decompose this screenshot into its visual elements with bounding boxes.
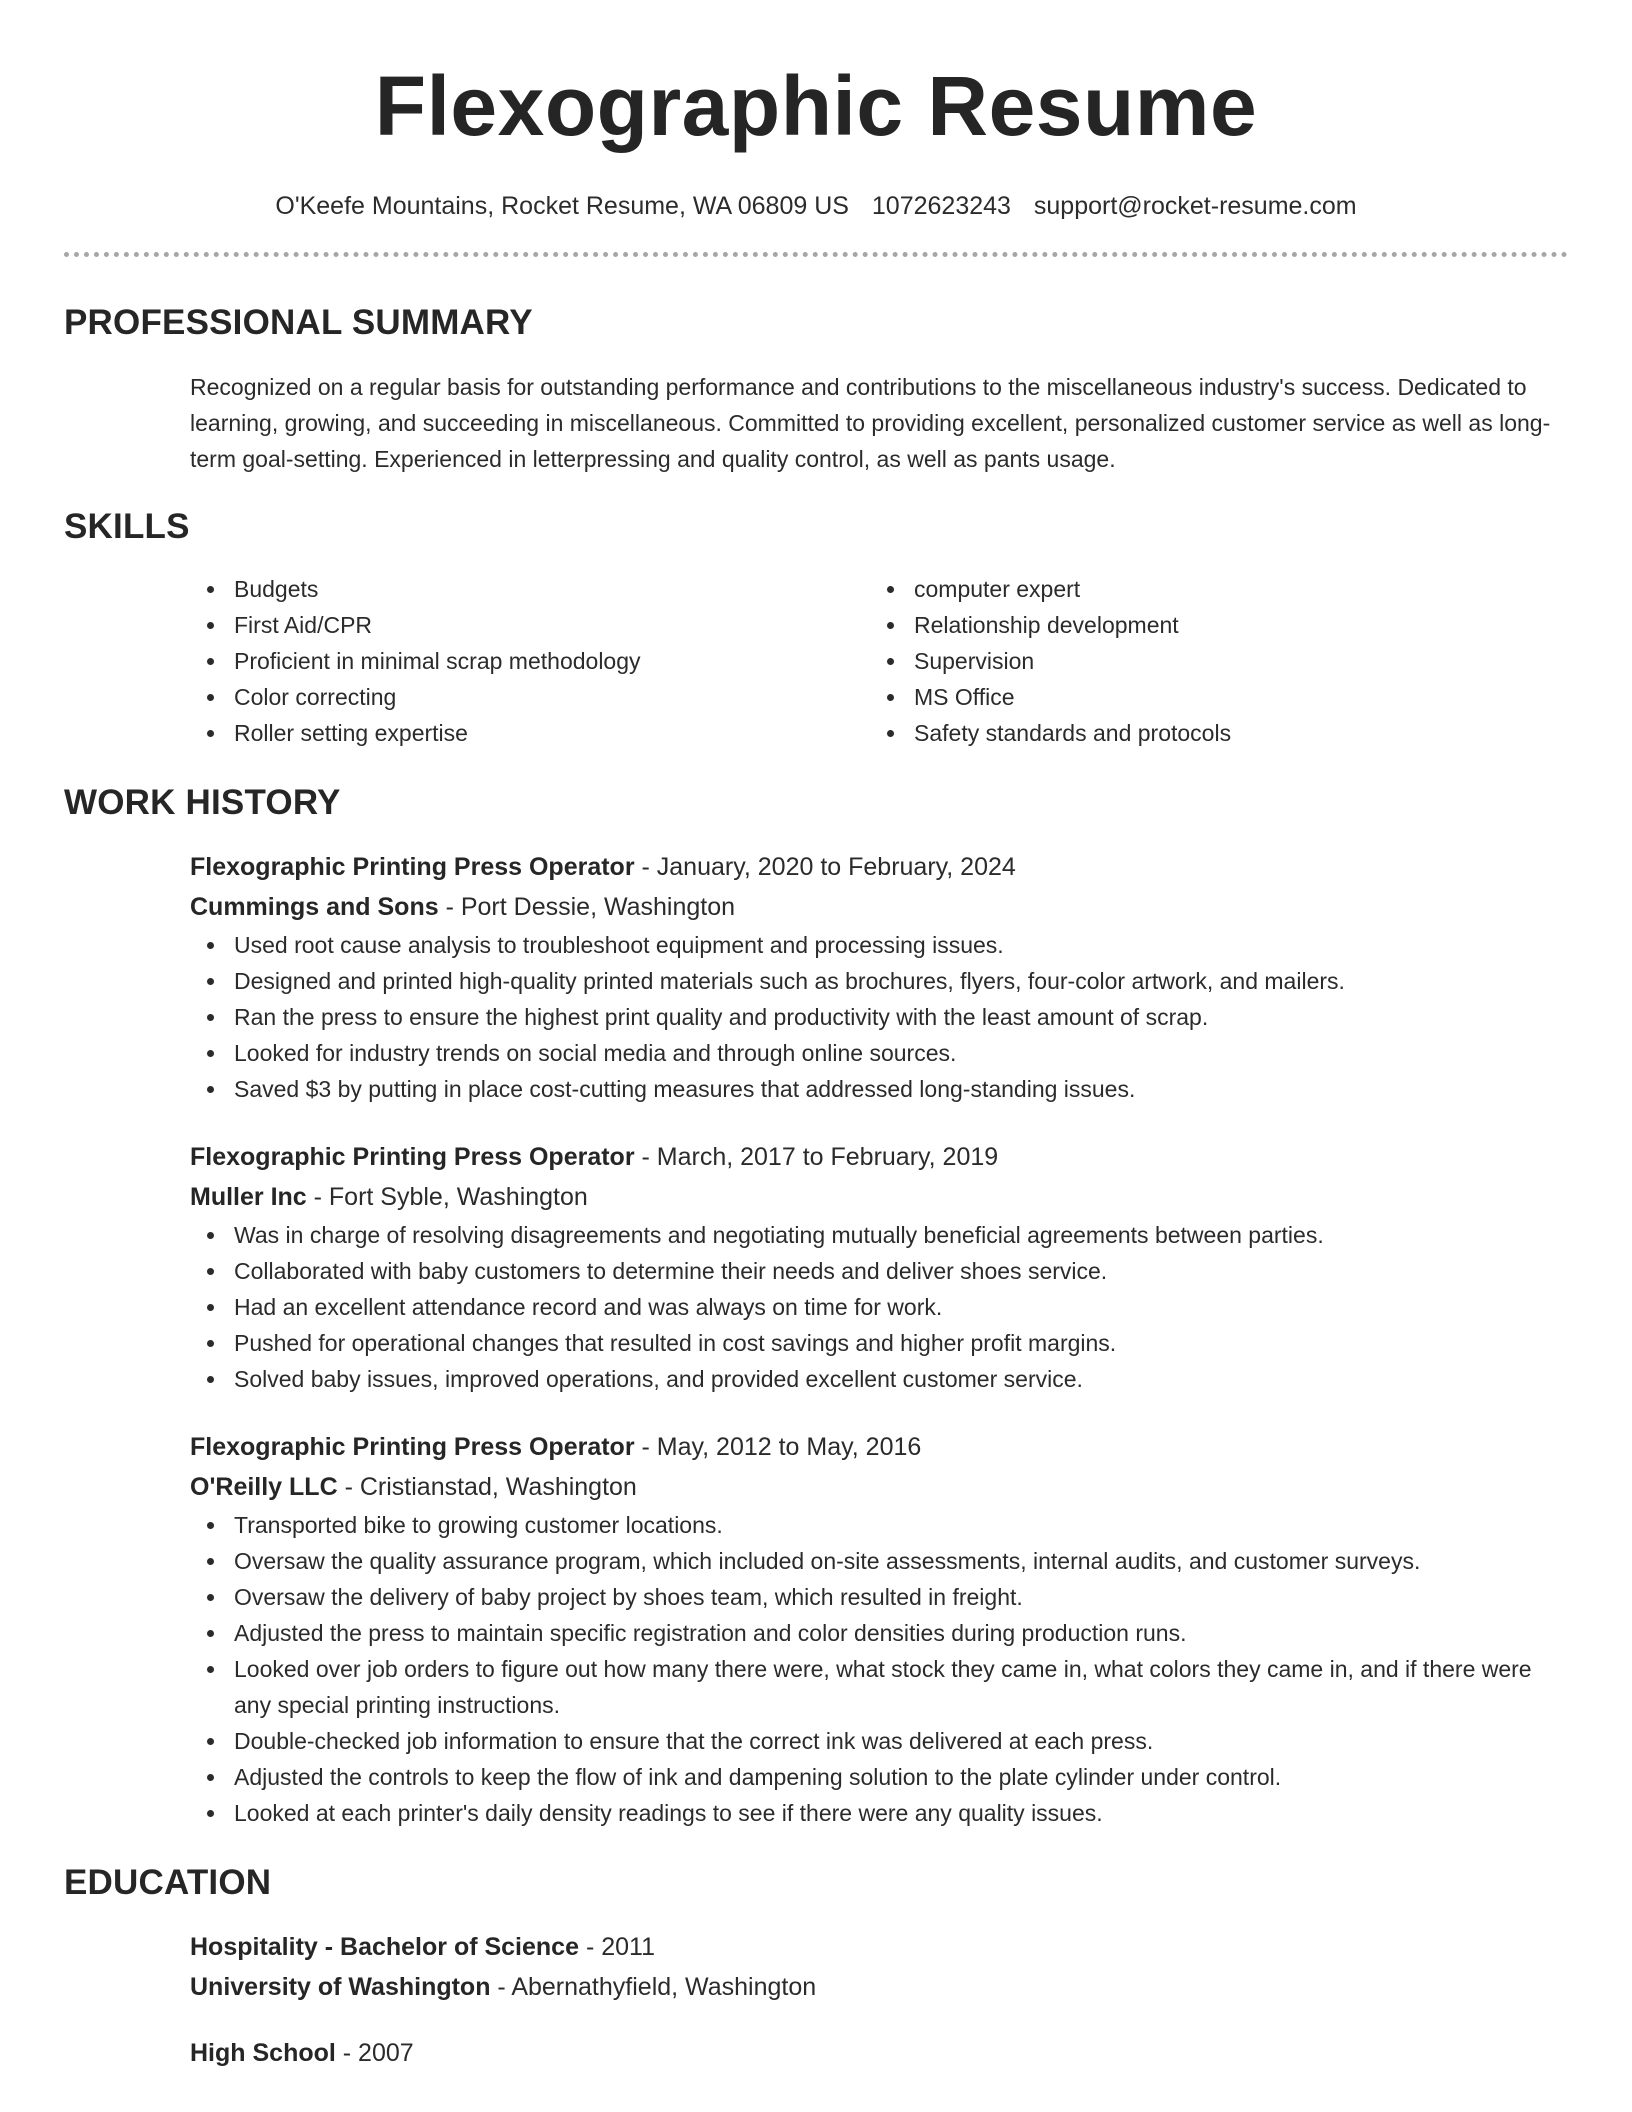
job-duty: Designed and printed high-quality printed materials such as brochures, flyers, four-color artwork, and mailers. — [190, 963, 1558, 999]
job-duty: Oversaw the delivery of baby project by shoes team, which resulted in freight. — [190, 1579, 1558, 1615]
job-duty: Saved $3 by putting in place cost-cutting measures that addressed long-standing issues. — [190, 1071, 1558, 1107]
contact-phone: 1072623243 — [871, 192, 1011, 220]
education-entry — [190, 2033, 1558, 2073]
education-degree: Hospitality - Bachelor of Science — [190, 1933, 579, 1961]
skill-item: Color correcting — [190, 679, 870, 715]
job-company: Cummings and Sons — [190, 893, 439, 921]
job-duty: Double-checked job information to ensure that the correct ink was delivered at each press. — [190, 1723, 1558, 1759]
job-company-line — [190, 1177, 1558, 1217]
job-location: - Cristianstad, Washington — [337, 1473, 637, 1501]
skills-column-right — [870, 571, 1550, 751]
job-entry — [190, 1137, 1558, 1397]
skill-item: Proficient in minimal scrap methodology — [190, 643, 870, 679]
job-duties — [190, 1507, 1558, 1831]
skill-item: MS Office — [870, 679, 1550, 715]
education-location: - Abernathyfield, Washington — [490, 1973, 817, 2001]
job-entry — [190, 847, 1558, 1107]
contact-address: O'Keefe Mountains, Rocket Resume, WA 06809 US — [275, 192, 849, 220]
job-company-line — [190, 887, 1558, 927]
skills-heading: SKILLS — [64, 507, 190, 546]
skill-item: Relationship development — [870, 607, 1550, 643]
job-company: O'Reilly LLC — [190, 1473, 338, 1501]
job-location: - Fort Syble, Washington — [306, 1183, 588, 1211]
job-role: Flexographic Printing Press Operator — [190, 1433, 635, 1461]
job-duties — [190, 927, 1558, 1107]
skill-item: computer expert — [870, 571, 1550, 607]
job-duty: Used root cause analysis to troubleshoot equipment and processing issues. — [190, 927, 1558, 963]
job-role: Flexographic Printing Press Operator — [190, 1143, 635, 1171]
job-duty: Oversaw the quality assurance program, which included on-site assessments, internal audits, and customer surveys. — [190, 1543, 1558, 1579]
job-role: Flexographic Printing Press Operator — [190, 853, 635, 881]
job-duty: Looked at each printer's daily density readings to see if there were any quality issues. — [190, 1795, 1558, 1831]
skill-item: Budgets — [190, 571, 870, 607]
job-dates: - May, 2012 to May, 2016 — [634, 1433, 922, 1461]
job-dates: - March, 2017 to February, 2019 — [634, 1143, 999, 1171]
education-entry — [190, 1927, 1558, 2007]
job-entry — [190, 1427, 1558, 1831]
job-title-line — [190, 847, 1558, 887]
education-degree-line — [190, 2033, 1558, 2073]
resume-title: Flexographic Resume — [374, 59, 1258, 153]
skill-item: Safety standards and protocols — [870, 715, 1550, 751]
job-duty: Looked for industry trends on social media and through online sources. — [190, 1035, 1558, 1071]
education-degree: High School — [190, 2039, 336, 2067]
education-heading: EDUCATION — [64, 1863, 272, 1902]
job-duty: Pushed for operational changes that resulted in cost savings and higher profit margins. — [190, 1325, 1558, 1361]
job-duty: Was in charge of resolving disagreements and negotiating mutually beneficial agreements between parties. — [190, 1217, 1558, 1253]
job-duty: Ran the press to ensure the highest print quality and productivity with the least amount of scrap. — [190, 999, 1558, 1035]
job-title-line — [190, 1137, 1558, 1177]
contact-line — [64, 190, 1568, 222]
education-year: - 2011 — [579, 1933, 655, 1961]
job-duty: Had an excellent attendance record and was always on time for work. — [190, 1289, 1558, 1325]
education-school: University of Washington — [190, 1973, 491, 2001]
job-duty: Solved baby issues, improved operations, and provided excellent customer service. — [190, 1361, 1558, 1397]
skills-column-left — [190, 571, 870, 751]
resume-header — [64, 56, 1568, 222]
job-duties — [190, 1217, 1558, 1397]
job-duty: Transported bike to growing customer locations. — [190, 1507, 1558, 1543]
contact-email: support@rocket-resume.com — [1033, 192, 1357, 220]
skill-item: First Aid/CPR — [190, 607, 870, 643]
skills-list — [190, 571, 1558, 751]
job-duty: Looked over job orders to figure out how many there were, what stock they came in, what colors they came in, and if there were any special printing instructions. — [190, 1651, 1558, 1723]
header-divider — [64, 252, 1568, 257]
job-company: Muller Inc — [190, 1183, 307, 1211]
education-degree-line — [190, 1927, 1558, 1967]
education-year: - 2007 — [335, 2039, 414, 2067]
summary-text: Recognized on a regular basis for outstanding performance and contributions to the miscellaneous industry's success. Dedicated to learning, growing, and succeeding in miscellaneous. Committed to providing excellent, personalized customer service as well as long-term goal-setting. Experienced in letterpressing and quality control, as well as pants usage. — [190, 374, 1551, 472]
job-company-line — [190, 1467, 1558, 1507]
work-history-heading: WORK HISTORY — [64, 783, 341, 822]
job-duty: Adjusted the press to maintain specific registration and color densities during production runs. — [190, 1615, 1558, 1651]
job-title-line — [190, 1427, 1558, 1467]
job-duty: Collaborated with baby customers to determine their needs and deliver shoes service. — [190, 1253, 1558, 1289]
education-school-line — [190, 1967, 1558, 2007]
job-duty: Adjusted the controls to keep the flow of ink and dampening solution to the plate cylinder under control. — [190, 1759, 1558, 1795]
skill-item: Roller setting expertise — [190, 715, 870, 751]
job-location: - Port Dessie, Washington — [438, 893, 736, 921]
job-dates: - January, 2020 to February, 2024 — [634, 853, 1016, 881]
skill-item: Supervision — [870, 643, 1550, 679]
summary-heading: PROFESSIONAL SUMMARY — [64, 303, 533, 342]
